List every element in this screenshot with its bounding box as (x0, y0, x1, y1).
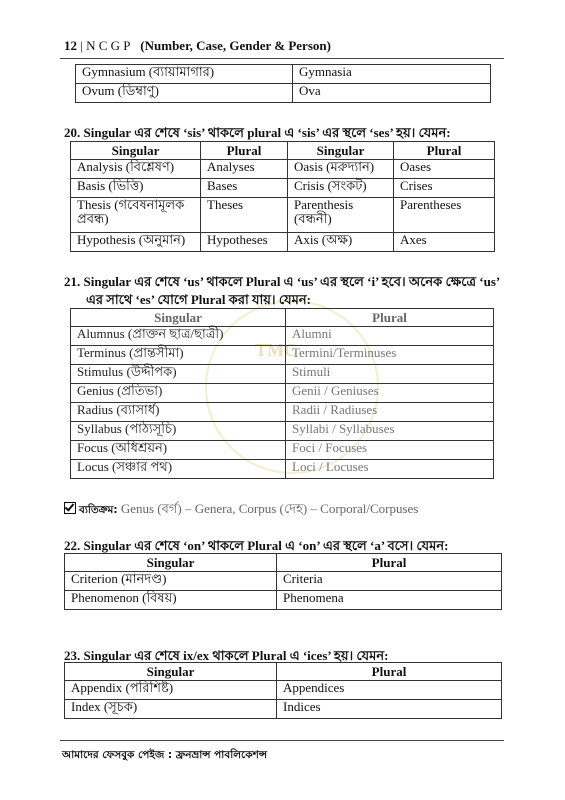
table-row (71, 384, 494, 403)
table-row (76, 84, 491, 103)
exception-label: ব্যতিক্রম: (79, 504, 118, 516)
table-row (65, 681, 502, 700)
table-cell: Parentheses (394, 198, 495, 233)
table-cell: Indices (277, 700, 502, 719)
table-cell: Focus (অধিশ্রয়ন) (71, 441, 286, 460)
table-cell: Genius (প্রতিভা) (71, 384, 286, 403)
section-21-heading-line1: 21. Singular এর শেষে ‘us’ থাকলে Plural এ ‘us’ এর স্থলে ‘i’ হবে। অনেক ক্ষেত্রে ‘us’ (64, 274, 501, 289)
table-cell: Analysis (বিশ্লেষণ) (71, 160, 201, 179)
table-cell: Appendix (পরিশিষ্ট) (65, 681, 277, 700)
table-cell: Syllabi / Syllabuses (286, 422, 494, 441)
table-cell: Hypotheses (201, 233, 288, 252)
table-row (65, 572, 502, 591)
column-header: Plural (277, 663, 502, 681)
table-cell: Gymnasia (293, 65, 491, 84)
section-21-heading-line2: এর সাথে ‘es’ যোগে Plural করা যায়। যেমন: (86, 292, 311, 307)
table-row (71, 198, 495, 233)
table-cell: Oases (394, 160, 495, 179)
table-cell: Appendices (277, 681, 502, 700)
table-cell: Gymnasium (ব্যায়ামাগার) (76, 65, 293, 84)
table-cell: Hypothesis (অনুমান) (71, 233, 201, 252)
column-header: Plural (286, 309, 494, 327)
table-row (71, 160, 495, 179)
table-section-20 (70, 141, 495, 252)
section-22-heading: 22. Singular এর শেষে ‘on’ থাকলে Plural এ ‘on’ এর স্থলে ‘a’ বসে। যেমন: (64, 538, 449, 553)
table-cell: Parenthesis (বন্ধনী) (288, 198, 394, 233)
column-header: Singular (71, 309, 286, 327)
table-cell: Thesis (গবেষনামূলক প্রবন্ধ) (71, 198, 201, 233)
section-23-heading: 23. Singular এর শেষে ix/ex থাকলে Plural এ ‘ices’ হয়। যেমন: (64, 648, 389, 663)
table-header-row (71, 142, 495, 160)
table-cell: Criteria (277, 572, 502, 591)
checkbox-icon (64, 502, 76, 514)
table-cell: Syllabus (পাঠ্যসূচি) (71, 422, 286, 441)
exception-text: Genus (বর্গ) – Genera, Corpus (দেহ) – Corporal/Corpuses (120, 501, 419, 516)
column-header: Singular (71, 142, 201, 160)
table-header-row (65, 663, 502, 681)
table-cell: Locus (সঞ্চার পথ) (71, 460, 286, 479)
table-cell: Alumnus (প্রাক্তন ছাত্র/ছাত্রী) (71, 327, 286, 346)
page-header (64, 38, 331, 54)
table-cell: Stimulus (উদ্দীপক) (71, 365, 286, 384)
column-header: Plural (277, 554, 502, 572)
footer-text: আমাদের ফেসবুক পেইজ : ফ্রনভ্রান্স পাবলিকেশন্স (62, 749, 268, 761)
header-short: N C G P (86, 38, 131, 53)
footer-rule (60, 740, 504, 741)
table-cell: Loci / Locuses (286, 460, 494, 479)
table-top (75, 64, 491, 103)
table-cell: Criterion (মানদণ্ড) (65, 572, 277, 591)
table-cell: Crises (394, 179, 495, 198)
table-row (76, 65, 491, 84)
table-row (65, 700, 502, 719)
header-separator: | (80, 38, 83, 53)
column-header: Plural (201, 142, 288, 160)
table-cell: Analyses (201, 160, 288, 179)
table-cell: Stimuli (286, 365, 494, 384)
table-cell: Termini/Terminuses (286, 346, 494, 365)
header-rule (60, 58, 504, 59)
exception-note (64, 500, 418, 521)
table-cell: Oasis (মরুদ্যান) (288, 160, 394, 179)
table-row (71, 365, 494, 384)
table-row (71, 233, 495, 252)
table-row (71, 422, 494, 441)
watermark-text: TMC (255, 340, 297, 360)
table-cell: Radii / Radiuses (286, 403, 494, 422)
section-20-heading: 20. Singular এর শেষে ‘sis’ থাকলে plural এ ‘sis’ এর স্থলে ‘ses’ হয়। যেমন: (64, 125, 451, 140)
table-cell: Radius (ব্যাসার্ধ) (71, 403, 286, 422)
page-number: 12 (64, 38, 77, 53)
table-row (71, 179, 495, 198)
table-cell: Axes (394, 233, 495, 252)
column-header: Plural (394, 142, 495, 160)
table-cell: Phenomenon (বিষয়) (65, 591, 277, 610)
table-cell: Phenomena (277, 591, 502, 610)
table-cell: Axis (অক্ষ) (288, 233, 394, 252)
table-cell: Crisis (সংকট) (288, 179, 394, 198)
table-section-23 (64, 662, 502, 719)
table-row (65, 591, 502, 610)
table-cell: Genii / Geniuses (286, 384, 494, 403)
table-section-21 (70, 308, 494, 479)
table-cell: Basis (ভিত্তি) (71, 179, 201, 198)
table-row (71, 460, 494, 479)
table-cell: Index (সূচক) (65, 700, 277, 719)
table-cell: Foci / Focuses (286, 441, 494, 460)
table-row (71, 327, 494, 346)
table-section-22 (64, 553, 502, 610)
table-cell: Alumni (286, 327, 494, 346)
table-row (71, 441, 494, 460)
table-cell: Ova (293, 84, 491, 103)
column-header: Singular (65, 663, 277, 681)
table-header-row (71, 309, 494, 327)
table-cell: Theses (201, 198, 288, 233)
column-header: Singular (288, 142, 394, 160)
header-title: (Number, Case, Gender & Person) (140, 38, 331, 53)
table-row (71, 346, 494, 365)
table-cell: Terminus (প্রান্তসীমা) (71, 346, 286, 365)
column-header: Singular (65, 554, 277, 572)
table-row (71, 403, 494, 422)
table-cell: Bases (201, 179, 288, 198)
table-header-row (65, 554, 502, 572)
table-cell: Ovum (ডিম্বাণু) (76, 84, 293, 103)
